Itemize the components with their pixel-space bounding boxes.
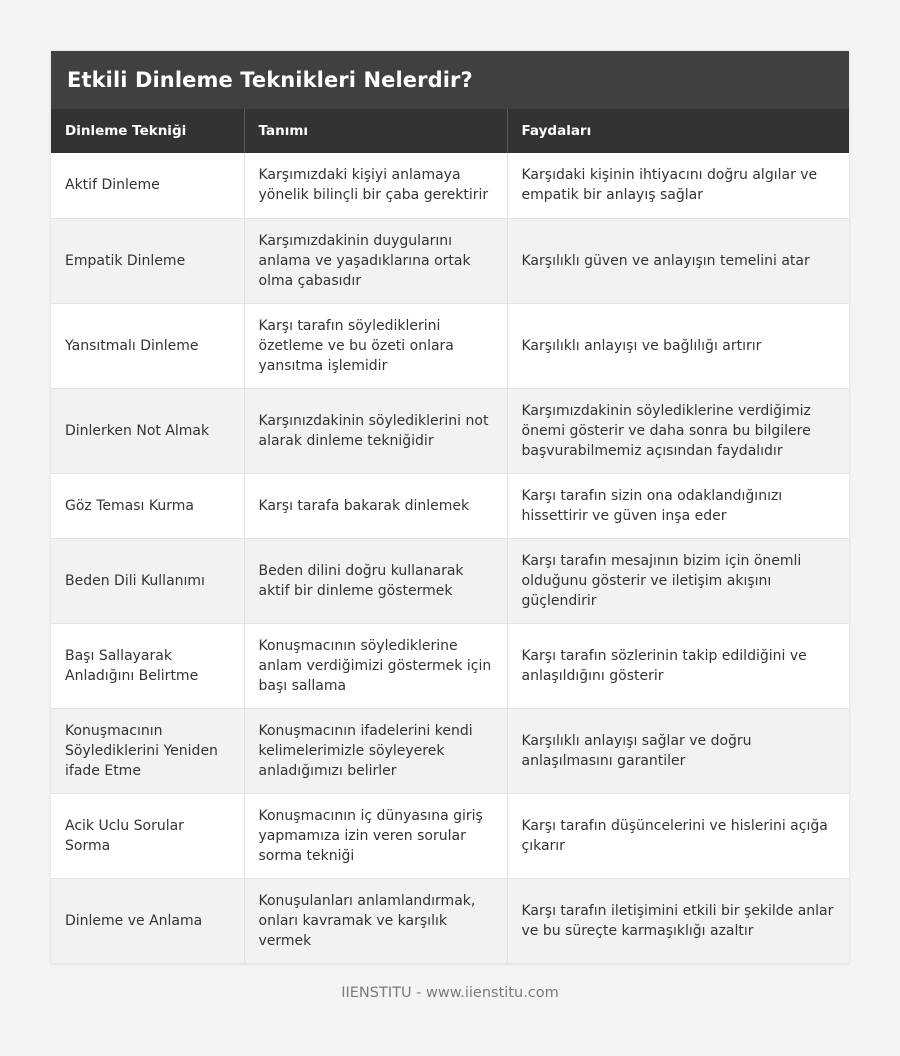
table-row xyxy=(51,218,849,303)
cell-benefits: Karşı tarafın sizin ona odaklandığınızı hissettirir ve güven inşa eder xyxy=(507,473,849,538)
cell-definition: Beden dilini doğru kullanarak aktif bir dinleme göstermek xyxy=(244,538,507,623)
cell-benefits: Karşılıklı anlayışı ve bağlılığı artırır xyxy=(507,303,849,388)
table-title: Etkili Dinleme Teknikleri Nelerdir? xyxy=(51,51,849,109)
header-definition: Tanımı xyxy=(244,109,507,153)
cell-definition: Karşımızdakinin duygularını anlama ve yaşadıklarına ortak olma çabasıdır xyxy=(244,218,507,303)
table-row xyxy=(51,623,849,708)
cell-benefits: Karşı tarafın sözlerinin takip edildiğini ve anlaşıldığını gösterir xyxy=(507,623,849,708)
table-row xyxy=(51,793,849,878)
cell-definition: Karşımızdaki kişiyi anlamaya yönelik bilinçli bir çaba gerektirir xyxy=(244,153,507,218)
table-row xyxy=(51,388,849,473)
cell-definition: Konuşmacının ifadelerini kendi kelimelerimizle söyleyerek anladığımızı belirler xyxy=(244,708,507,793)
cell-benefits: Karşı tarafın mesajının bizim için önemli olduğunu gösterir ve iletişim akışını güçlendirir xyxy=(507,538,849,623)
table-body xyxy=(51,153,849,963)
header-benefits: Faydaları xyxy=(521,123,592,139)
table-row xyxy=(51,153,849,218)
cell-technique: Göz Teması Kurma xyxy=(51,473,244,538)
footer-credit: IIENSTITU - www.iienstitu.com xyxy=(341,985,559,1001)
cell-technique: Acik Uclu Sorular Sorma xyxy=(51,793,244,878)
cell-technique: Yansıtmalı Dinleme xyxy=(51,303,244,388)
table-row xyxy=(51,303,849,388)
cell-definition: Karşınızdakinin söylediklerini not alarak dinleme tekniğidir xyxy=(244,388,507,473)
table-row xyxy=(51,538,849,623)
cell-benefits: Karşılıklı güven ve anlayışın temelini atar xyxy=(507,218,849,303)
cell-benefits: Karşılıklı anlayışı sağlar ve doğru anlaşılmasını garantiler xyxy=(507,708,849,793)
cell-technique: Beden Dili Kullanımı xyxy=(51,538,244,623)
cell-benefits: Karşı tarafın düşüncelerini ve hislerini açığa çıkarır xyxy=(507,793,849,878)
cell-technique: Empatik Dinleme xyxy=(51,218,244,303)
cell-definition: Konuşmacının söylediklerine anlam verdiğimizi göstermek için başı sallama xyxy=(244,623,507,708)
table-row xyxy=(51,708,849,793)
table-header xyxy=(51,109,849,153)
cell-technique: Dinleme ve Anlama xyxy=(51,878,244,963)
header-row xyxy=(51,109,849,153)
cell-benefits: Karşı tarafın iletişimini etkili bir şekilde anlar ve bu süreçte karmaşıklığı azaltır xyxy=(507,878,849,963)
cell-technique: Dinlerken Not Almak xyxy=(51,388,244,473)
table-row xyxy=(51,878,849,963)
cell-definition: Konuşulanları anlamlandırmak, onları kavramak ve karşılık vermek xyxy=(244,878,507,963)
cell-technique: Başı Sallayarak Anladığını Belirtme xyxy=(51,623,244,708)
cell-definition: Konuşmacının iç dünyasına giriş yapmamıza izin veren sorular sorma tekniği xyxy=(244,793,507,878)
cell-benefits: Karşımızdakinin söylediklerine verdiğimiz önemi gösterir ve daha sonra bu bilgilere başvurabilmemiz açısından faydalıdır xyxy=(507,388,849,473)
cell-definition: Karşı tarafa bakarak dinlemek xyxy=(244,473,507,538)
table-row xyxy=(51,473,849,538)
cell-technique: Aktif Dinleme xyxy=(51,153,244,218)
cell-definition: Karşı tarafın söylediklerini özetleme ve bu özeti onlara yansıtma işlemidir xyxy=(244,303,507,388)
table-card xyxy=(51,51,849,964)
techniques-table xyxy=(51,109,849,964)
cell-benefits: Karşıdaki kişinin ihtiyacını doğru algılar ve empatik bir anlayış sağlar xyxy=(507,153,849,218)
cell-technique: Konuşmacının Söylediklerini Yeniden ifade Etme xyxy=(51,708,244,793)
header-technique: Dinleme Tekniği xyxy=(51,109,244,153)
